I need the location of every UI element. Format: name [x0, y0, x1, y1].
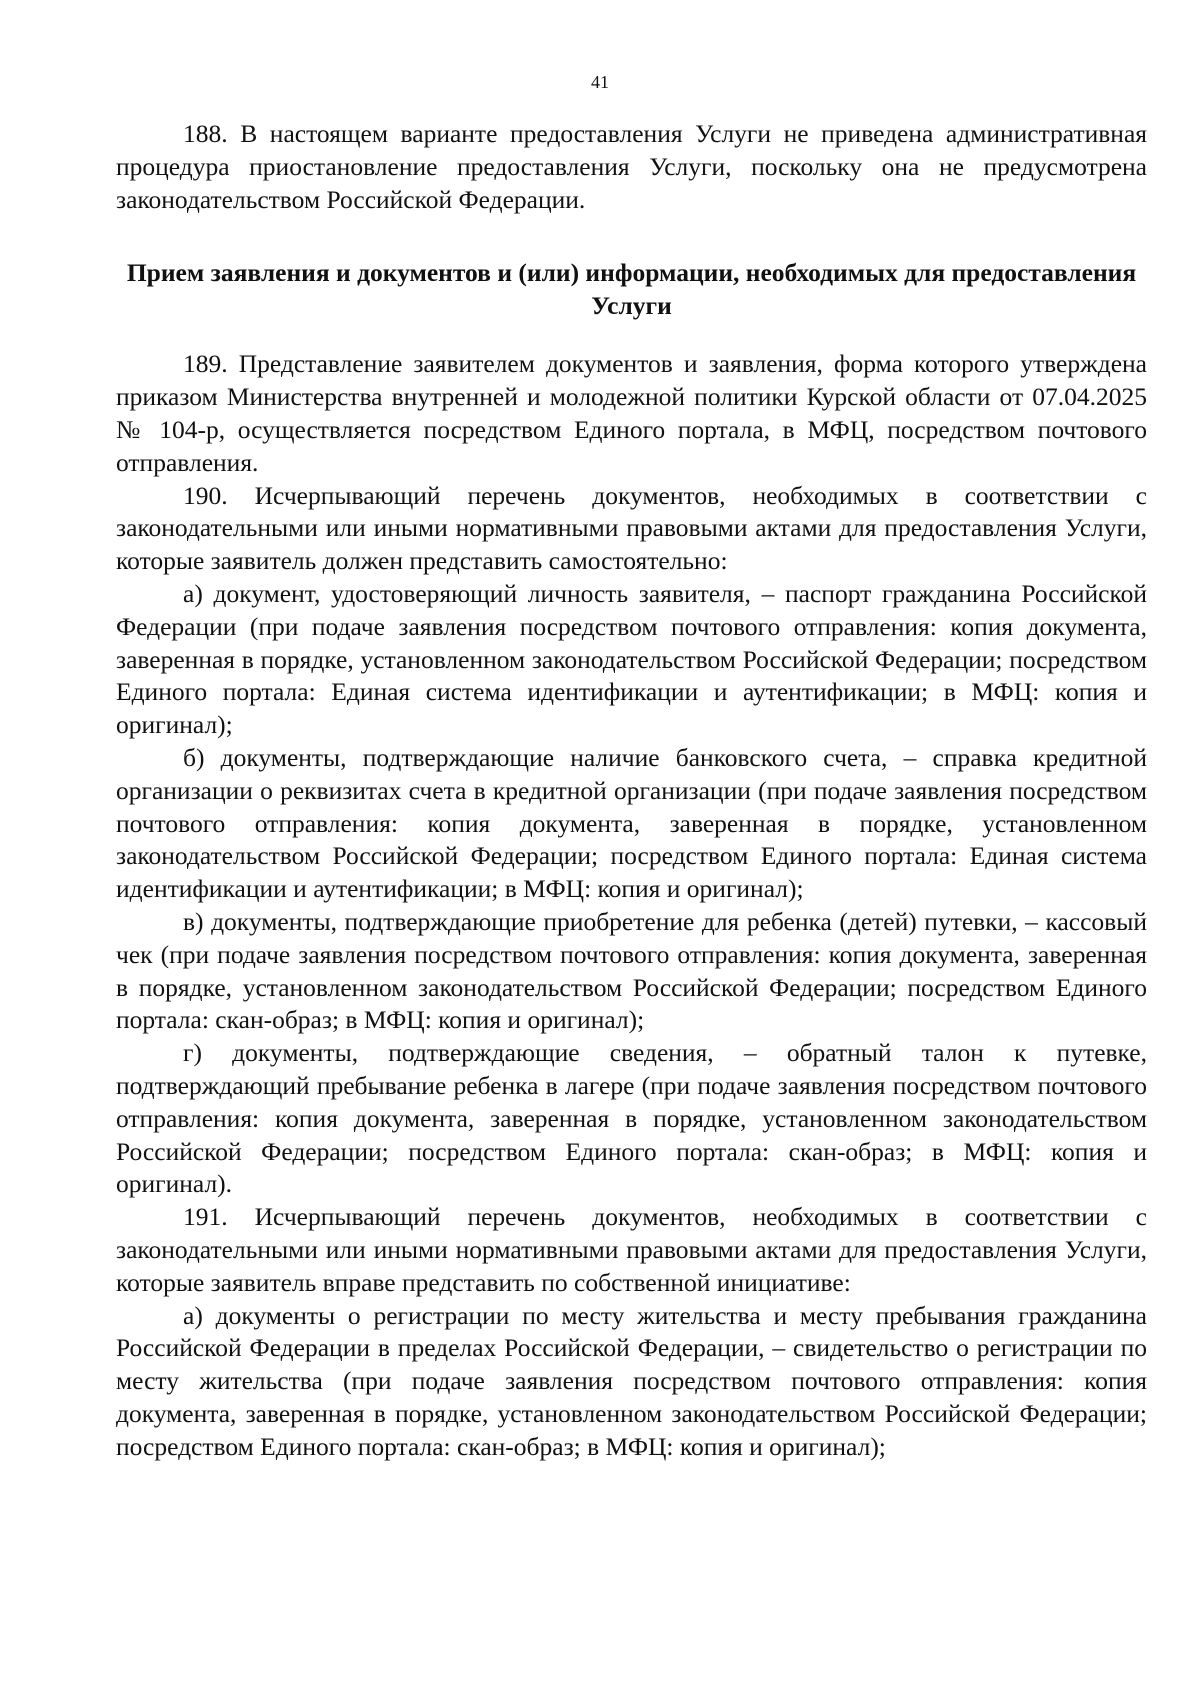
- paragraph-190: 190. Исчерпывающий перечень документов, необходимых в соответствии с законодательными или иными нормативными правовыми актами для предоставления Услуги, которые заявитель должен представить самостоятельно:: [116, 480, 1147, 576]
- paragraph-190-a: а) документ, удостоверяющий личность заявителя, – паспорт гражданина Российской Федерации (при подаче заявления посредством почтового отправления: копия документа, заверенная в порядке, установленном законодательством Российской Федерации; посредством Единого портала: Единая система идентификации и аутентификации; в МФЦ: копия и оригинал);: [116, 578, 1147, 740]
- paragraph-191-a: а) документы о регистрации по месту жительства и месту пребывания гражданина Российской Федерации в пределах Российской Федерации, – свидетельство о регистрации по месту жительства (при подаче заявления посредством почтового отправления: копия документа, заверенная в порядке, установленном законодательством Российской Федерации; посредством Единого портала: скан-образ; в МФЦ: копия и оригинал);: [116, 1300, 1147, 1461]
- paragraph-190-v: в) документы, подтверждающие приобретение для ребенка (детей) путевки, – кассовый чек (при подаче заявления посредством почтового отправления: копия документа, заверенная в порядке, установленном законодательством Российской Федерации; посредством Единого портала: скан-образ; в МФЦ: копия и оригинал);: [116, 906, 1147, 1035]
- paragraph-191: 191. Исчерпывающий перечень документов, необходимых в соответствии с законодательными или иными нормативными правовыми актами для предоставления Услуги, которые заявитель вправе представить по собственной инициативе:: [116, 1202, 1147, 1297]
- section-heading: Прием заявления и документов и (или) информации, необходимых для предоставления Услуги: [126, 258, 1137, 321]
- paragraph-189: 189. Представление заявителем документов и заявления, форма которого утверждена приказом Министерства внутренней и молодежной политики Курской области от 07.04.2025 № 104-р, осуществляется посредством Единого портала, в МФЦ, посредством почтового отправления.: [116, 349, 1147, 477]
- paragraph-190-g: г) документы, подтверждающие сведения, – обратный талон к путевке, подтверждающий пребывание ребенка в лагере (при подаче заявления посредством почтового отправления: копия документа, заверенная в порядке, установленном законодательством Российской Федерации; посредством Единого портала: скан-образ; в МФЦ: копия и оригинал).: [116, 1038, 1147, 1199]
- document-body: [116, 118, 1147, 1463]
- page-number: 41: [591, 72, 609, 92]
- paragraph-190-b: б) документы, подтверждающие наличие банковского счета, – справка кредитной организации о реквизитах счета в кредитной организации (при подаче заявления посредством почтового отправления: копия документа, заверенная в порядке, установленном законодательством Российской Федерации; посредством Единого портала: Единая система идентификации и аутентификации; в МФЦ: копия и оригинал);: [116, 742, 1147, 904]
- paragraph-188: 188. В настоящем варианте предоставления Услуги не приведена административная процедура приостановление предоставления Услуги, поскольку она не предусмотрена законодательством Российской Федерации.: [116, 119, 1147, 214]
